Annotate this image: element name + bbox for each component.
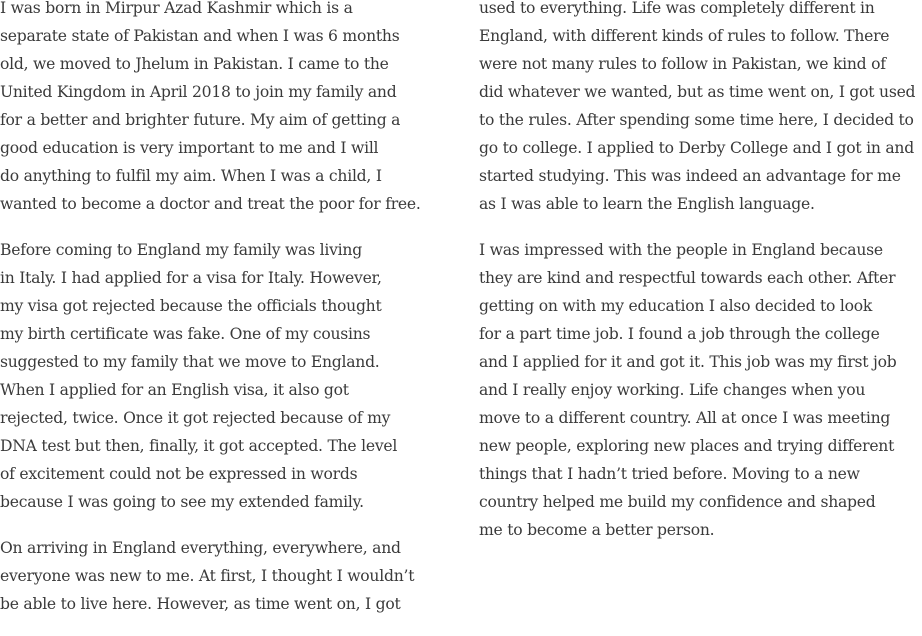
text-line: me to become a better person.: [479, 521, 715, 539]
text-line: When I applied for an English visa, it also got: [0, 381, 349, 399]
text-line: wanted to become a doctor and treat the poor for free.: [0, 195, 421, 213]
text-line: new people, exploring new places and trying different: [479, 437, 895, 455]
text-line: were not many rules to follow in Pakistan, we kind of: [479, 55, 886, 73]
text-line: did whatever we wanted, but as time went on, I got used: [479, 83, 916, 101]
text-line: things that I hadn’t tried before. Moving to a new: [479, 465, 860, 483]
text-line: do anything to fulfil my aim. When I was a child, I: [0, 167, 382, 185]
paragraph-people-and-job: [479, 236, 919, 544]
text-line: getting on with my education I also decided to look: [479, 297, 873, 315]
text-line: I was born in Mirpur Azad Kashmir which is a: [0, 0, 353, 17]
left-column: [0, 0, 440, 636]
text-line: country helped me build my confidence and shaped: [479, 493, 876, 511]
text-line: separate state of Pakistan and when I was 6 months: [0, 27, 400, 45]
text-line: for a part time job. I found a job through the college: [479, 325, 880, 343]
text-line: I was impressed with the people in England because: [479, 241, 883, 259]
text-line: Before coming to England my family was living: [0, 241, 362, 259]
paragraph-visa-story: [0, 236, 440, 516]
paragraph-adjusting-to-rules: [479, 0, 919, 218]
text-line: my visa got rejected because the officials thought: [0, 297, 382, 315]
text-line: England, with different kinds of rules to follow. There: [479, 27, 890, 45]
text-line: good education is very important to me and I will: [0, 139, 379, 157]
text-line: go to college. I applied to Derby College and I got in and: [479, 139, 914, 157]
paragraph-birth-and-aims: [0, 0, 440, 218]
text-line: for a better and brighter future. My aim of getting a: [0, 111, 401, 129]
text-line: suggested to my family that we move to England.: [0, 353, 380, 371]
text-line: On arriving in England everything, everywhere, and: [0, 539, 401, 557]
text-line: United Kingdom in April 2018 to join my family and: [0, 83, 397, 101]
text-line: started studying. This was indeed an advantage for me: [479, 167, 901, 185]
text-line: move to a different country. All at once I was meeting: [479, 409, 891, 427]
text-line: my birth certificate was fake. One of my cousins: [0, 325, 371, 343]
text-line: in Italy. I had applied for a visa for Italy. However,: [0, 269, 382, 287]
right-column: [479, 0, 919, 562]
text-line: rejected, twice. Once it got rejected because of my: [0, 409, 391, 427]
text-line: old, we moved to Jhelum in Pakistan. I came to the: [0, 55, 389, 73]
text-line: because I was going to see my extended family.: [0, 493, 364, 511]
text-line: be able to live here. However, as time went on, I got: [0, 595, 401, 613]
paragraph-arrival: [0, 534, 440, 618]
text-line: and I applied for it and got it. This job was my first job: [479, 353, 897, 371]
text-line: DNA test but then, finally, it got accepted. The level: [0, 437, 398, 455]
text-line: used to everything. Life was completely different in: [479, 0, 875, 17]
text-line: as I was able to learn the English language.: [479, 195, 815, 213]
text-line: to the rules. After spending some time here, I decided to: [479, 111, 914, 129]
text-line: they are kind and respectful towards each other. After: [479, 269, 896, 287]
text-line: of excitement could not be expressed in words: [0, 465, 358, 483]
text-line: everyone was new to me. At first, I thought I wouldn’t: [0, 567, 415, 585]
text-line: and I really enjoy working. Life changes when you: [479, 381, 866, 399]
